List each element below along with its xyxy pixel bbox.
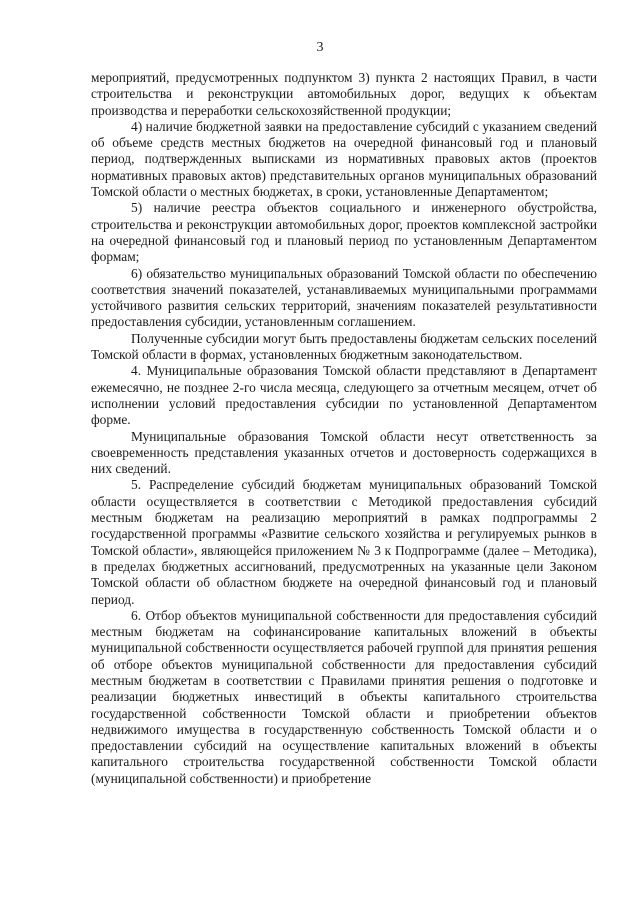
paragraph-section-4-reporting: 4. Муниципальные образования Томской области представляют в Департамент ежемесячно, не позднее 2-го числа месяца, следующего за отчетным месяцем, отчет об исполнении условий предоставления субсидии по установленной Департаментом форме. (91, 363, 597, 428)
paragraph-item-6-obligation: 6) обязательство муниципальных образований Томской области по обеспечению соответствия значений показателей, устанавливаемых муниципальными программами устойчивого развития сельских территорий, значениям показателей результативности предоставления субсидии, установленным соглашением. (91, 265, 597, 330)
paragraph-section-5-distribution: 5. Распределение субсидий бюджетам муниципальных образований Томской области осуществляется в соответствии с Методикой предоставления субсидий местным бюджетам на реализацию мероприятий в рамках подпрограммы 2 государственной программы «Развитие сельского хозяйства и регулируемых рынков в Томской области», являющейся приложением № 3 к Подпрограмме (далее – Методика), в пределах бюджетных ассигнований, предусмотренных на указанные цели Законом Томской области об областном бюджете на очередной финансовый год и плановый период. (91, 477, 597, 607)
page-number: 3 (316, 40, 324, 55)
paragraph-responsibility: Муниципальные образования Томской области несут ответственность за своевременность представления указанных отчетов и достоверность содержащихся в них сведений. (91, 428, 597, 477)
paragraph-item-5-register: 5) наличие реестра объектов социального и инженерного обустройства, строительства и реконструкции автомобильных дорог, проектов комплексной застройки на очередной финансовый год и плановый период по установленным Департаментом формам; (91, 200, 597, 265)
document-body (91, 70, 597, 787)
paragraph-continuation: мероприятий, предусмотренных подпунктом 3) пункта 2 настоящих Правил, в части строительства и реконструкции автомобильных дорог, ведущих к объектам производства и переработки сельскохозяйственной продукции; (91, 70, 597, 118)
paragraph-section-6-selection: 6. Отбор объектов муниципальной собственности для предоставления субсидий местным бюджетам на софинансирование капитальных вложений в объекты муниципальной собственности осуществляется рабочей группой для принятия решения об отборе объектов муниципальной собственности для предоставления субсидий местным бюджетам в соответствии с Правилами принятия решения о подготовке и реализации бюджетных инвестиций в объекты капитального строительства государственной собственности Томской области и приобретении объектов недвижимого имущества в государственную собственность Томской области и о предоставлении субсидий на осуществление капитальных вложений в объекты капитального строительства государственной собственности Томской области (муниципальной собственности) и приобретение (91, 607, 597, 786)
paragraph-received-subsidies: Полученные субсидии могут быть предоставлены бюджетам сельских поселений Томской области в формах, установленных бюджетным законодательством. (91, 330, 597, 363)
paragraph-item-4-budget-request: 4) наличие бюджетной заявки на предоставление субсидий с указанием сведений об объеме средств местных бюджетов на очередной финансовый год и плановый период, подтвержденных выписками из нормативных правовых актов (проектов нормативных правовых актов) представительных органов муниципальных образований Томской области о местных бюджетах, в сроки, установленные Департаментом; (91, 118, 597, 200)
